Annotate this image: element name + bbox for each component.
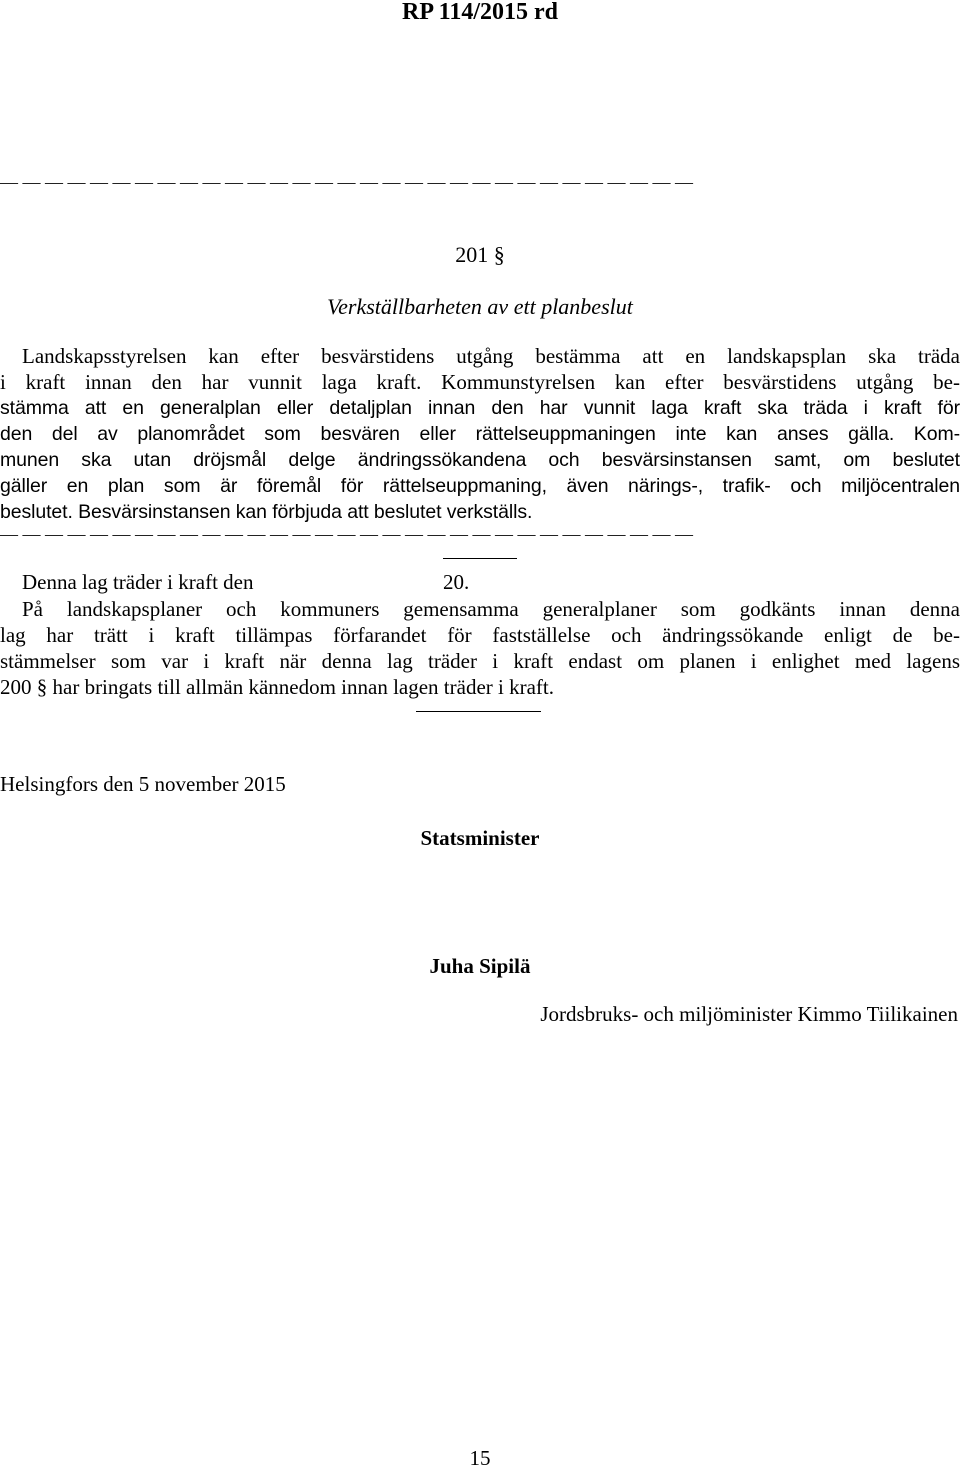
- paragraph-line: 200 § har bringats till allmän kännedom innan lagen träder i kraft.: [0, 675, 554, 699]
- entry-into-force-year: 20.: [443, 570, 470, 594]
- signature-role: Statsminister: [420, 826, 540, 850]
- paragraph-line: stämmelser som var i kraft när denna lag träder i kraft endast om planen i enlighet med lagens: [0, 649, 960, 673]
- page-number: 15: [469, 1446, 491, 1470]
- section-title: Verkställbarheten av ett planbeslut: [327, 294, 633, 319]
- paragraph-line: gäller en plan som är föremål för rättelseuppmaning, även närings-, trafik- och miljöcentralen: [0, 475, 960, 497]
- paragraph-line: stämma att en generalplan eller detaljplan innan den har vunnit laga kraft ska träda i kraft för: [0, 397, 960, 419]
- short-rule: [443, 558, 517, 559]
- signature-name: Juha Sipilä: [429, 954, 531, 978]
- section-number: 201 §: [455, 242, 505, 267]
- paragraph-line: munen ska utan dröjsmål delge ändringssökandena och besvärsinstansen samt, om beslutet: [0, 449, 960, 471]
- separator-bottom: — — — — — — — — — — — — — — — — — — — — — — — — — — — — — — —: [0, 524, 693, 544]
- paragraph-line: den del av planområdet som besvären eller rättelseuppmaningen inte kan anses gälla. Kom-: [0, 423, 960, 445]
- end-rule: [416, 711, 541, 712]
- paragraph-line: lag har trätt i kraft tillämpas förfarandet för fastställelse och ändringssökande enligt de be-: [0, 623, 960, 647]
- paragraph-line: På landskapsplaner och kommuners gemensamma generalplaner som godkänts innan denna: [22, 597, 960, 621]
- document-header: RP 114/2015 rd: [401, 0, 558, 25]
- section-paragraph: [0, 343, 960, 525]
- entry-into-force-lead: Denna lag träder i kraft den: [22, 570, 254, 594]
- transition-paragraph: [0, 596, 960, 700]
- place-date: Helsingfors den 5 november 2015: [0, 772, 286, 796]
- paragraph-line: i kraft innan den har vunnit laga kraft. Kommunstyrelsen kan efter besvärstidens utgång be-: [0, 370, 960, 394]
- minister-signature: Jordsbruks- och miljöminister Kimmo Tiilikainen: [540, 1002, 958, 1026]
- paragraph-line: beslutet. Besvärsinstansen kan förbjuda att beslutet verkställs.: [0, 501, 533, 523]
- paragraph-line: Landskapsstyrelsen kan efter besvärstidens utgång bestämma att en landskapsplan ska träda: [22, 344, 960, 368]
- separator-top: — — — — — — — — — — — — — — — — — — — — — — — — — — — — — — —: [0, 172, 693, 192]
